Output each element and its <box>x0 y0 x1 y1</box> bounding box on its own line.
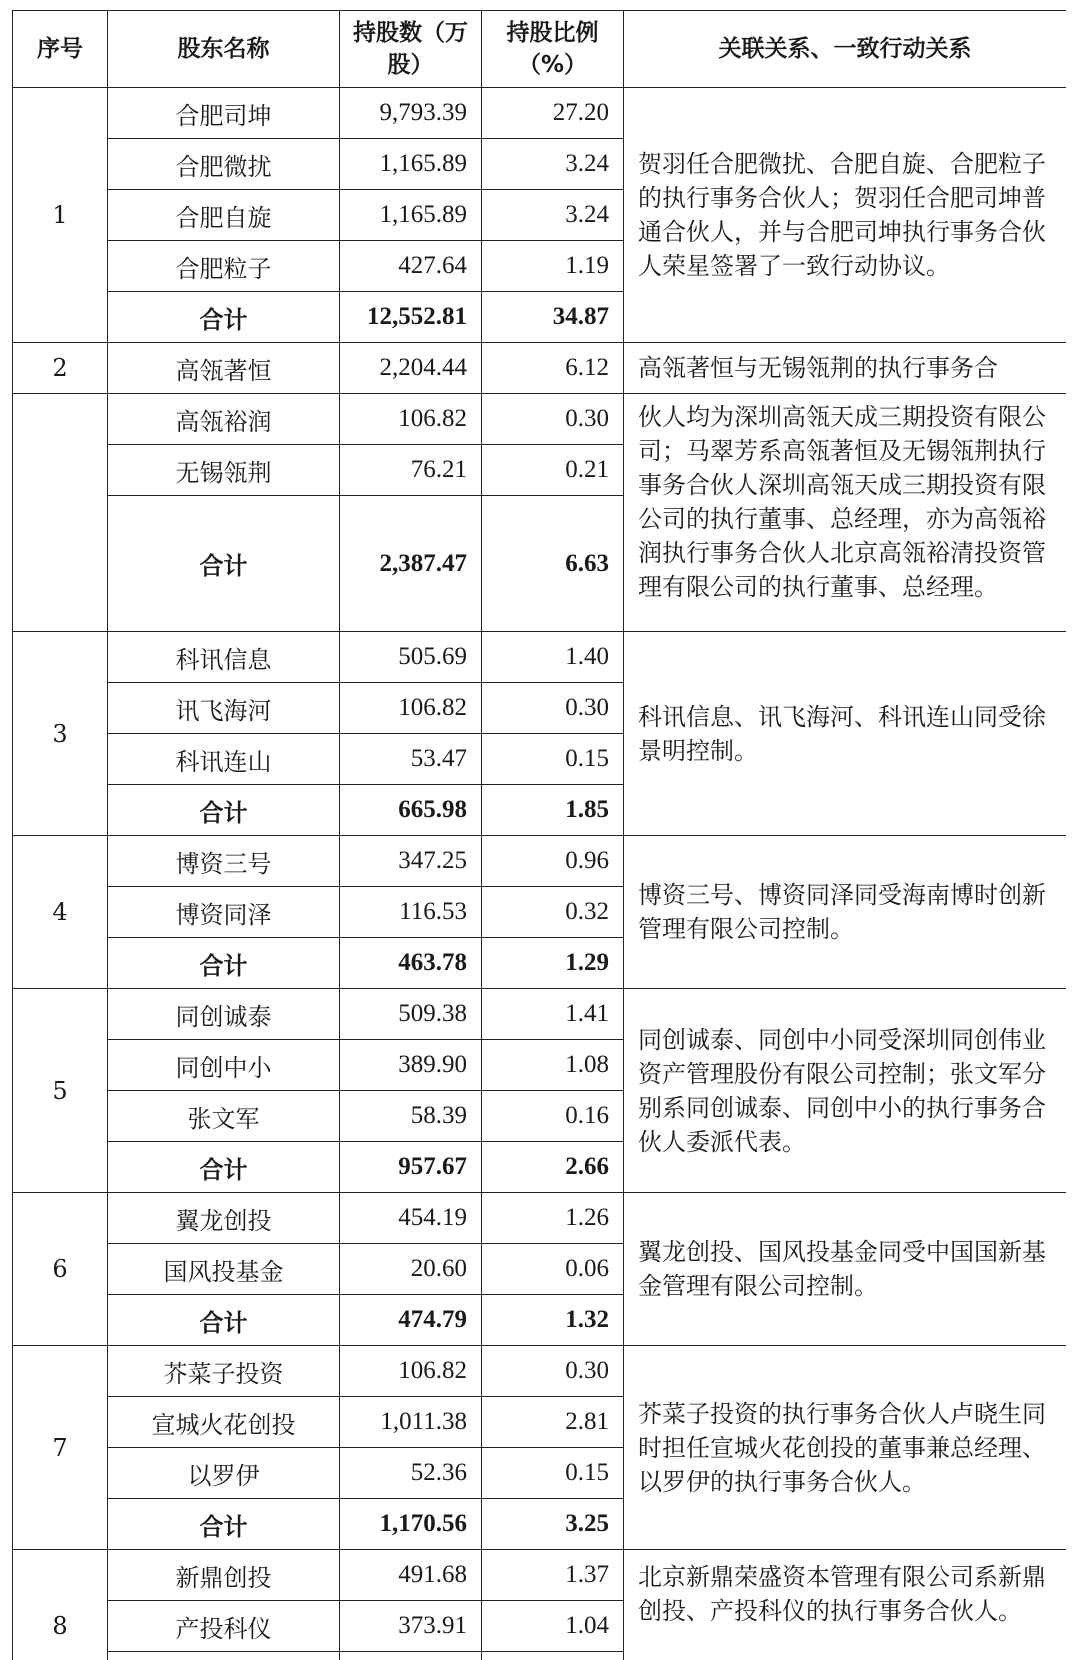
relation-text-continued: 伙人均为深圳高瓴天成三期投资有限公司；马翠芳系高瓴著恒及无锡瓴荆执行事务合伙人深圳高瓴天成三期投资有限公司的执行董事、总经理，亦为高瓴裕润执行事务合伙人北京高瓴裕清投资管理有限公司的执行董事、总经理。 <box>624 394 1067 632</box>
shares-value: 20.60 <box>340 1244 482 1295</box>
subtotal-label: 合计 <box>108 1499 340 1550</box>
relation-text: 同创诚泰、同创中小同受深圳同创伟业资产管理股份有限公司控制；张文军分别系同创诚泰、同创中小的执行事务合伙人委派代表。 <box>624 989 1067 1193</box>
ratio-value: 27.20 <box>482 88 624 139</box>
shareholder-name: 同创诚泰 <box>108 989 340 1040</box>
shareholder-name: 合肥粒子 <box>108 241 340 292</box>
shares-value: 76.21 <box>340 445 482 496</box>
relation-text: 科讯信息、讯飞海河、科讯连山同受徐景明控制。 <box>624 632 1067 836</box>
subtotal-label: 合计 <box>108 292 340 343</box>
group-seq: 3 <box>13 632 108 836</box>
shares-value: 106.82 <box>340 683 482 734</box>
table-row <box>13 1550 1067 1601</box>
subtotal-shares: 12,552.81 <box>340 292 482 343</box>
relation-text: 博资三号、博资同泽同受海南博时创新管理有限公司控制。 <box>624 836 1067 989</box>
shares-value: 116.53 <box>340 887 482 938</box>
subtotal-shares: 463.78 <box>340 938 482 989</box>
ratio-value: 1.40 <box>482 632 624 683</box>
subtotal-ratio: 2.66 <box>482 1142 624 1193</box>
shareholder-name: 无锡瓴荆 <box>108 445 340 496</box>
table-row <box>13 1193 1067 1244</box>
subtotal-label: 合计 <box>108 785 340 836</box>
ratio-value: 0.15 <box>482 1448 624 1499</box>
shares-value: 9,793.39 <box>340 88 482 139</box>
ratio-value: 1.26 <box>482 1193 624 1244</box>
ratio-value-cutoff <box>482 1652 624 1660</box>
ratio-value: 1.19 <box>482 241 624 292</box>
table-row <box>13 836 1067 887</box>
relation-text: 高瓴著恒与无锡瓴荆的执行事务合 <box>624 343 1067 394</box>
table-row <box>13 632 1067 683</box>
shareholder-name: 翼龙创投 <box>108 1193 340 1244</box>
ratio-value: 1.08 <box>482 1040 624 1091</box>
ratio-value: 0.30 <box>482 683 624 734</box>
group-seq: 6 <box>13 1193 108 1346</box>
group-seq: 2 <box>13 343 108 394</box>
group-seq: 4 <box>13 836 108 989</box>
shares-value: 454.19 <box>340 1193 482 1244</box>
shares-value: 491.68 <box>340 1550 482 1601</box>
shares-value: 2,204.44 <box>340 343 482 394</box>
shares-value: 1,165.89 <box>340 190 482 241</box>
table-row <box>13 88 1067 139</box>
ratio-value: 0.30 <box>482 394 624 445</box>
shares-value: 106.82 <box>340 394 482 445</box>
subtotal-ratio: 34.87 <box>482 292 624 343</box>
subtotal-label: 合计 <box>108 1142 340 1193</box>
shares-value: 1,165.89 <box>340 139 482 190</box>
shareholder-name: 合肥司坤 <box>108 88 340 139</box>
shares-value: 373.91 <box>340 1601 482 1652</box>
shareholder-name: 高瓴裕润 <box>108 394 340 445</box>
ratio-value: 1.41 <box>482 989 624 1040</box>
shareholder-name: 张文军 <box>108 1091 340 1142</box>
relation-text: 翼龙创投、国风投基金同受中国国新基金管理有限公司控制。 <box>624 1193 1067 1346</box>
subtotal-shares: 1,170.56 <box>340 1499 482 1550</box>
shareholder-name: 高瓴著恒 <box>108 343 340 394</box>
subtotal-shares: 474.79 <box>340 1295 482 1346</box>
shareholder-name: 科讯信息 <box>108 632 340 683</box>
ratio-value: 0.32 <box>482 887 624 938</box>
shares-value: 1,011.38 <box>340 1397 482 1448</box>
shareholder-name: 同创中小 <box>108 1040 340 1091</box>
shares-value: 509.38 <box>340 989 482 1040</box>
table-row <box>13 1346 1067 1397</box>
shareholder-table-page <box>12 10 1066 1660</box>
shares-value: 53.47 <box>340 734 482 785</box>
table-row <box>13 394 1067 445</box>
subtotal-ratio: 6.63 <box>482 496 624 632</box>
relation-text: 芥菜子投资的执行事务合伙人卢晓生同时担任宣城火花创投的董事兼总经理、以罗伊的执行事务合伙人。 <box>624 1346 1067 1550</box>
shareholder-name: 新鼎创投 <box>108 1550 340 1601</box>
shares-value: 347.25 <box>340 836 482 887</box>
ratio-value: 1.04 <box>482 1601 624 1652</box>
group-seq: 7 <box>13 1346 108 1550</box>
group-seq: 8 <box>13 1550 108 1660</box>
subtotal-ratio: 3.25 <box>482 1499 624 1550</box>
ratio-value: 0.96 <box>482 836 624 887</box>
table-header-row <box>13 11 1067 88</box>
subtotal-label: 合计 <box>108 938 340 989</box>
shareholder-name: 博资同泽 <box>108 887 340 938</box>
shareholder-name: 产投科仪 <box>108 1601 340 1652</box>
group-seq: 1 <box>13 88 108 343</box>
relation-text: 贺羽任合肥微扰、合肥自旋、合肥粒子的执行事务合伙人；贺羽任合肥司坤普通合伙人，并与合肥司坤执行事务合伙人荣星签署了一致行动协议。 <box>624 88 1067 343</box>
ratio-value: 2.81 <box>482 1397 624 1448</box>
ratio-value: 1.37 <box>482 1550 624 1601</box>
shareholder-name: 合肥微扰 <box>108 139 340 190</box>
shareholder-name: 芥菜子投资 <box>108 1346 340 1397</box>
shares-value-cutoff <box>340 1652 482 1660</box>
subtotal-label: 合计 <box>108 496 340 632</box>
shares-value: 427.64 <box>340 241 482 292</box>
header-shares: 持股数（万股） <box>340 11 482 88</box>
shareholder-name: 科讯连山 <box>108 734 340 785</box>
header-ratio: 持股比例（%） <box>482 11 624 88</box>
shareholder-name: 讯飞海河 <box>108 683 340 734</box>
ratio-value: 3.24 <box>482 190 624 241</box>
ratio-value: 0.06 <box>482 1244 624 1295</box>
group-seq-empty <box>13 394 108 632</box>
group-seq: 5 <box>13 989 108 1193</box>
shareholder-name: 博资三号 <box>108 836 340 887</box>
subtotal-label: 合计 <box>108 1295 340 1346</box>
ratio-value: 0.16 <box>482 1091 624 1142</box>
subtotal-shares: 2,387.47 <box>340 496 482 632</box>
shares-value: 52.36 <box>340 1448 482 1499</box>
shareholder-name-cutoff <box>108 1652 340 1660</box>
shares-value: 58.39 <box>340 1091 482 1142</box>
subtotal-shares: 957.67 <box>340 1142 482 1193</box>
shareholder-name: 宣城火花创投 <box>108 1397 340 1448</box>
shareholder-table <box>12 10 1066 1660</box>
shares-value: 389.90 <box>340 1040 482 1091</box>
shareholder-name: 以罗伊 <box>108 1448 340 1499</box>
subtotal-ratio: 1.85 <box>482 785 624 836</box>
relation-text: 北京新鼎荣盛资本管理有限公司系新鼎创投、产投科仪的执行事务合伙人。 <box>624 1550 1067 1660</box>
ratio-value: 6.12 <box>482 343 624 394</box>
shareholder-name: 国风投基金 <box>108 1244 340 1295</box>
table-row <box>13 989 1067 1040</box>
subtotal-shares: 665.98 <box>340 785 482 836</box>
table-row <box>13 343 1067 394</box>
shares-value: 106.82 <box>340 1346 482 1397</box>
ratio-value: 0.21 <box>482 445 624 496</box>
ratio-value: 3.24 <box>482 139 624 190</box>
shareholder-name: 合肥自旋 <box>108 190 340 241</box>
subtotal-ratio: 1.29 <box>482 938 624 989</box>
header-relation: 关联关系、一致行动关系 <box>624 11 1067 88</box>
header-name: 股东名称 <box>108 11 340 88</box>
ratio-value: 0.15 <box>482 734 624 785</box>
ratio-value: 0.30 <box>482 1346 624 1397</box>
subtotal-ratio: 1.32 <box>482 1295 624 1346</box>
shares-value: 505.69 <box>340 632 482 683</box>
header-seq: 序号 <box>13 11 108 88</box>
